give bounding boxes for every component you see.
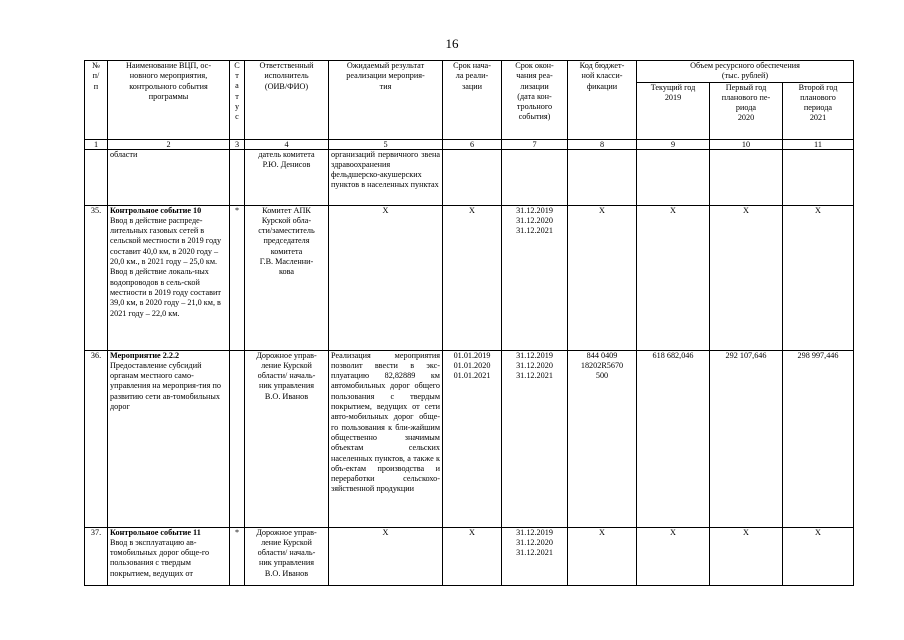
row-num: 35.: [85, 205, 108, 350]
row-start: [443, 149, 502, 205]
header-status: С т а т у с: [230, 61, 245, 140]
col-number: 6: [443, 139, 502, 149]
row-name: [108, 149, 230, 205]
row-start: X: [443, 527, 502, 585]
col-number: 7: [502, 139, 568, 149]
table-row: [85, 205, 854, 350]
col-number: 3: [230, 139, 245, 149]
program-table: [84, 60, 854, 586]
row-status: *: [230, 527, 245, 585]
col-number: 2: [108, 139, 230, 149]
row-2019: X: [637, 205, 710, 350]
col-number: 9: [637, 139, 710, 149]
row-end: 31.12.2019 31.12.2020 31.12.2021: [502, 350, 568, 527]
row-responsible: Дорожное управ- ление Курской области/ началь- ник управления В.О. Иванов: [245, 527, 329, 585]
header-expected: Ожидаемый результат реализации мероприя- тия: [329, 61, 443, 140]
row-name-title: Мероприятие 2.2.2: [110, 350, 180, 360]
row-name: [108, 205, 230, 350]
row-2021: [783, 149, 854, 205]
row-expected: организаций первичного звена здравоохранения фельдшерско-акушерских пунктов в населенных пунктах: [329, 149, 443, 205]
col-number: 1: [85, 139, 108, 149]
header-name: Наименование ВЦП, ос- новного мероприятия, контрольного события программы: [108, 61, 230, 140]
header-end: Срок окон- чания реа- лизации (дата кон- трольного события): [502, 61, 568, 140]
header-start: Срок нача- ла реали- зации: [443, 61, 502, 140]
row-code: X: [568, 527, 637, 585]
row-end: [502, 149, 568, 205]
row-num: [85, 149, 108, 205]
row-name-text: Предоставление субсидий органам местного само-управления на мероприя-тия по развитию сети ав-томобильных дорог: [110, 360, 221, 412]
row-expected: X: [329, 527, 443, 585]
row-code: [568, 149, 637, 205]
row-status: [230, 350, 245, 527]
page-number: 16: [445, 36, 459, 51]
col-number: 8: [568, 139, 637, 149]
table-row: [85, 527, 854, 585]
row-responsible: Дорожное управ- ление Курской области/ началь- ник управления В.О. Иванов: [245, 350, 329, 527]
col-number: 5: [329, 139, 443, 149]
row-end: 31.12.2019 31.12.2020 31.12.2021: [502, 527, 568, 585]
row-2019: [637, 149, 710, 205]
row-status: *: [230, 205, 245, 350]
row-2019: X: [637, 527, 710, 585]
header-row: [85, 61, 854, 83]
row-code: X: [568, 205, 637, 350]
row-2021: X: [783, 527, 854, 585]
header-num: № п/ п: [85, 61, 108, 140]
row-name-text: Ввод в эксплуатацию ав-томобильных дорог обще-го пользования с твердым покрытием, ведущих от: [110, 537, 210, 578]
row-responsible: датель комитета Р.Ю. Денисов: [245, 149, 329, 205]
row-responsible: Комитет АПК Курской обла- сти/заместитель председателя комитета Г.В. Масленни- кова: [245, 205, 329, 350]
column-numbers-row: [85, 139, 854, 149]
row-2021: X: [783, 205, 854, 350]
col-number: 11: [783, 139, 854, 149]
row-status: [230, 149, 245, 205]
row-2020: 292 107,646: [710, 350, 783, 527]
header-year-second: Второй год планового периода 2021: [783, 82, 854, 139]
header-budget-code: Код бюджет- ной класси- фикации: [568, 61, 637, 140]
header-year-current: Текущий год 2019: [637, 82, 710, 139]
row-2020: X: [710, 527, 783, 585]
row-num: 36.: [85, 350, 108, 527]
row-code: 844 0409 18202R5670 500: [568, 350, 637, 527]
row-name-text: Ввод в действие распреде-лительных газовых сетей в сельской местности в 2019 году составит 40,0 км, в 2020 году – 20,0 км., в 2021 году – 25,0 км. Ввод в действие локаль-ных водопроводов в сель-ской местности в 2019 году составит 39,0 км, в 2020 году – 21,0 км, в 2021 году – 22,0 км.: [110, 215, 222, 318]
row-2021: 298 997,446: [783, 350, 854, 527]
row-2019: 618 682,046: [637, 350, 710, 527]
row-2020: X: [710, 205, 783, 350]
row-name-title: Контрольное событие 10: [110, 205, 202, 215]
row-name: [108, 350, 230, 527]
row-expected: Реализация мероприятия позволит ввести в экс-плуатацию 82,82889 км автомобильных дорог общего пользования с твердым покрытием, ведущих от сети авто-мобильных дорог обще-го пользования к бли-жайшим общественно значимым объектам сельских населенных пунктов, а также к объ-ектам производства и переработки сельскохо-зяйственной продукции: [329, 350, 443, 527]
row-name-title: Контрольное событие 11: [110, 527, 201, 537]
row-expected: X: [329, 205, 443, 350]
row-num: 37.: [85, 527, 108, 585]
header-resources: Объем ресурсного обеспечения (тыс. рублей): [637, 61, 854, 83]
row-start: X: [443, 205, 502, 350]
col-number: 4: [245, 139, 329, 149]
header-responsible: Ответственный исполнитель (ОИВ/ФИО): [245, 61, 329, 140]
row-2020: [710, 149, 783, 205]
table-row: [85, 149, 854, 205]
col-number: 10: [710, 139, 783, 149]
table-row: [85, 350, 854, 527]
row-start: 01.01.2019 01.01.2020 01.01.2021: [443, 350, 502, 527]
row-name: [108, 527, 230, 585]
header-year-first: Первый год планового пе- риода 2020: [710, 82, 783, 139]
row-end: 31.12.2019 31.12.2020 31.12.2021: [502, 205, 568, 350]
row-name-text: области: [110, 149, 138, 159]
